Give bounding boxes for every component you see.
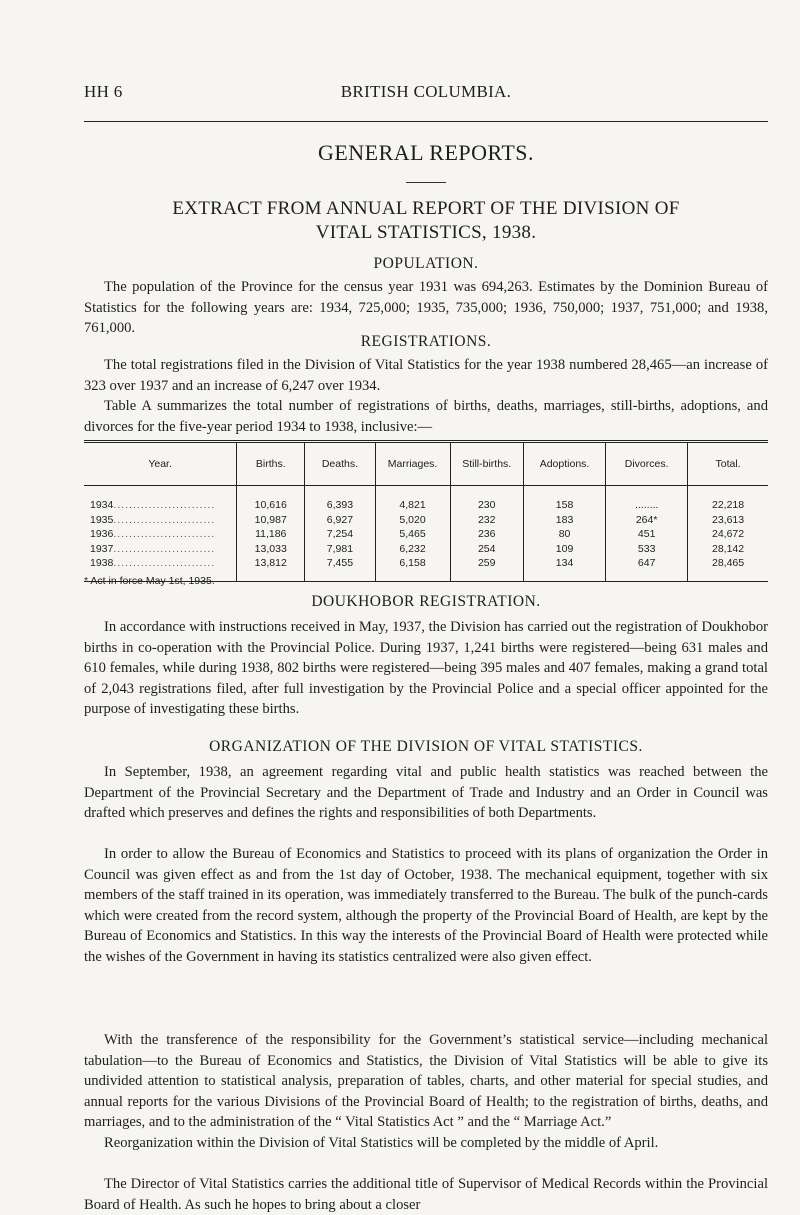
cell-adoptions: 109 (523, 542, 605, 557)
cell-births: 10,987 (237, 513, 305, 528)
leader-dots: .......................... (113, 528, 216, 540)
heading-population: POPULATION. (373, 255, 479, 272)
cell-adoptions: 183 (523, 513, 605, 528)
cell-marriages: 6,158 (375, 556, 450, 581)
cell-births: 13,033 (237, 542, 305, 557)
subtitle-line-1: EXTRACT FROM ANNUAL REPORT OF THE DIVISION OF (172, 198, 680, 219)
table-row (84, 486, 768, 513)
cell-adoptions: 80 (523, 527, 605, 542)
col-header-births: Births. (237, 442, 305, 486)
cell-deaths: 6,393 (305, 486, 375, 513)
cell-year: 1934 (90, 499, 114, 511)
col-header-divorces: Divorces. (606, 442, 688, 486)
leader-dots: .......................... (113, 499, 216, 511)
cell-year: 1936 (90, 528, 114, 540)
paragraph-doukhobor: In accordance with instructions received in May, 1937, the Division has carried out the registration of Doukhobor births in co-operation with the Provincial Police. During 1937, 1,241 births were registered—being 631 males and 610 females, while during 1938, 802 births were registered—being 395 males and 407 females, making a grand total of 2,043 registrations filed, after full investigation by the Provincial Police and a special officer appointed for the purpose of investigating these births. (84, 619, 768, 717)
cell-year: 1938 (90, 557, 114, 569)
cell-divorces: 264* (606, 513, 688, 528)
table-row (84, 527, 768, 542)
table-footnote: * Act in force May 1st, 1935. (84, 575, 215, 587)
subtitle-line-2: VITAL STATISTICS, 1938. (315, 222, 537, 243)
table-row (84, 542, 768, 557)
paragraph-organization-2: In order to allow the Bureau of Economics and Statistics to proceed with its plans of organization the Order in Council was given effect as and from the 1st day of October, 1938. The mechanical equipment, together with six members of the staff trained in its operation, was immediately transferred to the Bureau. The bulk of the punch-cards which were created from the record system, although the property of the Provincial Board of Health, are kept by the Bureau of Economics and Statistics. In this way the interests of the Provincial Board of Health were protected while the wishes of the Government in having its statistics centralized were also given effect. (84, 846, 768, 965)
running-header (84, 82, 768, 104)
cell-divorces: 451 (606, 527, 688, 542)
running-title: BRITISH COLUMBIA. (340, 82, 512, 101)
cell-divorces: 533 (606, 542, 688, 557)
cell-total: 28,465 (688, 556, 768, 581)
cell-marriages: 6,232 (375, 542, 450, 557)
heading-doukhobor: DOUKHOBOR REGISTRATION. (311, 593, 541, 610)
col-header-marriages: Marriages. (375, 442, 450, 486)
heading-organization: ORGANIZATION OF THE DIVISION OF VITAL STATISTICS. (209, 738, 643, 755)
cell-stillbirths: 232 (450, 513, 523, 528)
report-subtitle (84, 197, 768, 245)
cell-deaths: 7,455 (305, 556, 375, 581)
cell-total: 23,613 (688, 513, 768, 528)
table-header-row (84, 442, 768, 486)
cell-marriages: 5,465 (375, 527, 450, 542)
cell-stillbirths: 259 (450, 556, 523, 581)
leader-dots: .......................... (113, 557, 216, 569)
cell-stillbirths: 254 (450, 542, 523, 557)
col-header-total: Total. (688, 442, 768, 486)
paragraph-registrations-2: Table A summarizes the total number of registrations of births, deaths, marriages, still-births, adoptions, and divorces for the five-year period 1934 to 1938, inclusive:— (84, 398, 768, 435)
paragraph-organization-4: Reorganization within the Division of Vital Statistics will be completed by the middle of April. (104, 1135, 659, 1151)
cell-births: 11,186 (237, 527, 305, 542)
heading-registrations: REGISTRATIONS. (360, 333, 492, 350)
cell-divorces: 647 (606, 556, 688, 581)
cell-deaths: 6,927 (305, 513, 375, 528)
cell-total: 28,142 (688, 542, 768, 557)
cell-deaths: 7,981 (305, 542, 375, 557)
cell-stillbirths: 230 (450, 486, 523, 513)
cell-births: 10,616 (237, 486, 305, 513)
cell-stillbirths: 236 (450, 527, 523, 542)
col-header-stillbirths: Still-births. (450, 442, 523, 486)
col-header-adoptions: Adoptions. (523, 442, 605, 486)
cell-total: 24,672 (688, 527, 768, 542)
cell-year: 1937 (90, 542, 114, 555)
cell-divorces: ........ (606, 486, 688, 513)
cell-births: 13,812 (237, 556, 305, 581)
title-divider (406, 182, 446, 183)
col-header-year: Year. (84, 442, 237, 486)
paragraph-organization-3: With the transference of the responsibility for the Government’s statistical service—including mechanical tabulation—to the Bureau of Economics and Statistics, the Division of Vital Statistics will be able to give its undivided attention to statistical analysis, preparation of tables, charts, and other material for special studies, and annual reports for the various Divisions of the Provincial Board of Health; to the registration of births, deaths, and marriages, and to the administration of the “ Vital Statistics Act ” and the “ Marriage Act.” (84, 1032, 768, 1130)
paragraph-organization-5: The Director of Vital Statistics carries the additional title of Supervisor of Medical Records within the Provincial Board of Health. As such he hopes to bring about a closer (84, 1176, 768, 1213)
cell-total: 22,218 (688, 486, 768, 513)
registrations-table (84, 440, 768, 582)
paragraph-registrations-1: The total registrations filed in the Division of Vital Statistics for the year 1938 numbered 28,465—an increase of 323 over 1937 and an increase of 6,247 over 1934. (84, 357, 768, 394)
page-number: HH 6 (84, 82, 123, 101)
leader-dots: .......................... (113, 542, 216, 555)
paragraph-population: The population of the Province for the census year 1931 was 694,263. Estimates by the Dominion Bureau of Statistics for the following years are: 1934, 725,000; 1935, 735,000; 1936, 750,000; 1937, 751,000; and 1938, 761,000. (84, 279, 768, 336)
cell-adoptions: 134 (523, 556, 605, 581)
cell-marriages: 4,821 (375, 486, 450, 513)
cell-deaths: 7,254 (305, 527, 375, 542)
cell-marriages: 5,020 (375, 513, 450, 528)
col-header-deaths: Deaths. (305, 442, 375, 486)
cell-adoptions: 158 (523, 486, 605, 513)
cell-year: 1935 (90, 513, 114, 526)
leader-dots: .......................... (113, 513, 216, 526)
paragraph-organization-1: In September, 1938, an agreement regarding vital and public health statistics was reached between the Department of the Provincial Secretary and the Department of Trade and Industry and an Order in Council was drafted which preserves and defines the rights and responsibilities of both Departments. (84, 764, 768, 821)
header-rule (84, 121, 768, 122)
page-title: GENERAL REPORTS. (317, 140, 535, 165)
table-row (84, 513, 768, 528)
